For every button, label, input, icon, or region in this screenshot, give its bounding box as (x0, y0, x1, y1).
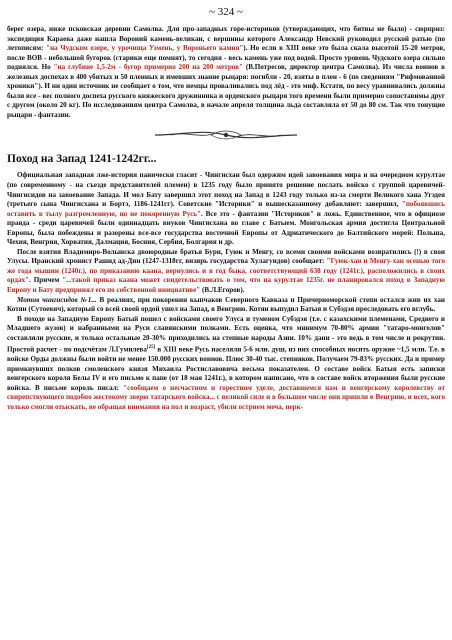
quote-highlight: "сообщаем о несчастном и горестном уделе, доставшемся нам и венгерскому королевству от свирепствующего подобно жестокому зверю татарского войска... с великой силе и в большом числе они пришли в Венгрию, и всех, кого только смогли отыскать, не обращая внимания на пол и возраст, убили острием меча, перк- (7, 383, 445, 411)
text-run: Официальная западная лже-история панически гласит - Чингисхан был одержим идей завоевания мира и на очередном курултае (по современному - на съезде представителей племен) в 1235 году было принято решение послать войско с группой царевичей-Чингисидов на завоевание Запада. И мол Бату завершил этот поход на Запад в 1243 году только из-за смерти Великого хана Угэдея (третьего сына Чингисхана и Бортэ, 1186-1241гг). Советские "Историки" и вышесказанному добавляют: завершил, (7, 171, 445, 209)
quote-highlight: "Гуюк-хан и Менгу-хан осенью того же года мышин (1240г.), по приказанию каана, вернулись и в год быка, соответствующий 638 году (1241г.), расположились в своих ордах" (7, 257, 445, 285)
text-run: берег озера, ниже псковская деревни Самолва. Для про-западных горе-историков (утверждающих, что битвы не было) - сюрприз: экспедиция Караева даже нашла Вороний камень-великан, с вершины которого Александр Невский руководил русской ратью (по летописям: (7, 25, 445, 53)
text-run: ). Но если в XIII веке это была скала высотой 15-20 метров, после ВОВ - небольшой бугорок (старики еще помнят), то сегодня - весь камень уже под водой. Просто уровень Чудского озера сильно поднялся. Но (7, 44, 445, 72)
text-run: В походе на Западную Европу Батый пошел с войсками своего Улуса и туменом Субэдэя (т.е. с казахскими племенами, Среднего и Младшего жузов) и набранными на Руси славянскими полками. Есть оценка, что минимум 70-80% армии "татаро-монголов" составляли русские, и только остальные 20-30% приходились на степные народы Азии. 10% дани - это ведь в том числе и рекрутии. Простой расчет - по подсчётам Л.Гумилева (7, 314, 445, 354)
footnote-ref[interactable]: [25] (146, 345, 156, 351)
quote-highlight: "...такой приказ каана может свидетельствовать о том, что на курултае 1235г. не планировался поход в Западную Европу и Бату предпринял его по собственной инициативе" (7, 276, 445, 295)
text-run: (В.Потресов, директор центра Самолва). Из числа воинов в железных доспехах в 400 убитых и 50 пленных и имевших знание рыцаря: погибли - 20, взяты в плен - 6 (по сведениям "Рифмованной хроники"). И ни один источник не сообщает о том, что немцы проваливались под лёд - это миф. Кстати, по весу уравнивались должны были все - вес полного доспеха русского княжеского дружинника и орденского рыцаря того времени были примерно сопоставимы друг с другом (около 20 кг). По исследованиям центра Самолва, в начале апреля толщина льда составляла от 50 до 80 см. Так что тонущие рыцари - фантазии. (7, 63, 445, 119)
page-number: ~ 324 ~ (209, 6, 243, 18)
quote-highlight: "на Чудском озере, у урочища Узмень, у Вороньего камня" (46, 44, 244, 53)
text-run: . Причем (29, 276, 63, 285)
paragraph-1 (7, 25, 445, 120)
text-run: в XIII веке Русь населяли 5-6 млн. душ, из них способных носить оружие ~1,5 млн. Т.е. в войске Орды должны были войти не менее 150.000 русских воинов. Плюс 30-40 тыс. степняков. Получаем 79-83% русских. Да и пример примкнувших полков смоленского князя Михаила Ростиславовича весьма показателен. О составе войск Батыя есть записки венгерского короля Белы IV и его письмо к папе (от 18 мая 1241г.), в котором написано, что в составе войск вторжения были русские войска. В письме король писал: (7, 345, 446, 392)
text-run: В реалиях, при покорении кыпчаков Северного Кавказа и Причерноморской степи остался жив их хан Котян (Сутоевич), который со всей своей ордой ушел на Запад, в Венгрию. Котян выпудил Батыя и Субэдэя преследовать его вглубь. (7, 295, 445, 314)
quote-highlight: "на глубине 1,5-2м - бугор примерно 200 на 200 метров" (53, 63, 243, 72)
paragraph-2 (7, 171, 445, 247)
section-heading: Поход на Запад 1241-1242гг... (7, 153, 157, 166)
text-run: (В.Л.Егоров). (200, 286, 245, 295)
quote-highlight: "побоявшись оставить в тылу разгромленную, но не покоренную Русь" (7, 200, 445, 218)
ornamental-divider-icon (7, 124, 445, 146)
paragraph-4 (7, 296, 445, 315)
text-run: После взятия Владимиро-Волынска двоюродные братья Бури, Гуюк и Менгу, со всеми своими войсками возвратились (!) в свои Улусы. Иранский хронист Рашид ад-Дин (1247-1318гг, визирь государства Хулагуидов) сообщает: (7, 247, 445, 266)
text-run: . Все это - фантазии "Историков" и ложь. Единственное, что в официозе правда - среди царевичей были одиннадцать внуков Чингисхана во главе с Батыем. Монгольская армия достигла Центральной Европы, была побеждены и разорены все-все государства восточной Европы от Адриатического до Балтийского морей: Польша, Чехия, Венгрия, Хорватия, Далмация, Босния, Сербия, Болгария и др. (7, 209, 445, 247)
paragraph-5 (7, 315, 445, 413)
divider-svg (151, 125, 301, 145)
paragraph-3 (7, 248, 445, 296)
italic-lead: Мотив чингисидов №1... (17, 295, 97, 304)
